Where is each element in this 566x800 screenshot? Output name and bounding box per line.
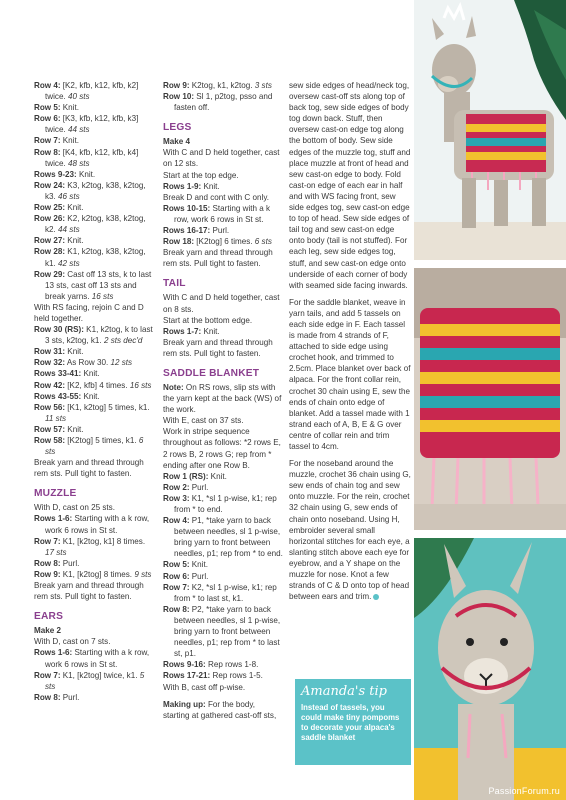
pattern-row: [34, 169, 154, 180]
col2-rows: [163, 80, 283, 113]
row-label: Rows 17-21:: [163, 671, 211, 681]
ears-heading: EARS: [34, 611, 64, 623]
row-instruction: Starting with a k row, work 6 rows in St st.: [174, 203, 271, 224]
pattern-row: [163, 203, 283, 225]
pattern-row: [163, 326, 283, 337]
pattern-row: [34, 558, 154, 569]
row-label: Row 26:: [34, 214, 66, 224]
row-stitch-count: 6 sts: [254, 237, 272, 247]
tail-heading: TAIL: [163, 278, 186, 290]
row-instruction: K2, k2tog, k38, k2tog, k2.: [45, 214, 146, 235]
row-instruction: Knit.: [208, 471, 227, 481]
photo-column: [414, 0, 566, 800]
row-instruction: Knit.: [60, 136, 79, 146]
pattern-row: [34, 147, 154, 169]
row-label: Row 6:: [34, 114, 61, 124]
pattern-row: [34, 113, 154, 135]
row-instruction: K1, [k2tog] 8 times.: [60, 569, 135, 579]
row-label: Row 7:: [34, 670, 61, 680]
row-stitch-count: 3 sts: [254, 81, 272, 90]
pattern-row: [163, 582, 283, 604]
row-instruction: Knit.: [76, 169, 96, 179]
tip-title: Amanda's tip: [301, 684, 387, 699]
row-stitch-count: 16 sts: [129, 380, 152, 390]
row-label: Row 8:: [34, 692, 61, 702]
tail-rows: [163, 326, 283, 337]
ears-make: Make 2: [34, 626, 61, 636]
row-label: Row 9:: [34, 569, 61, 579]
pattern-row: [34, 692, 154, 703]
row-instruction: P1, *take yarn to back between needles, sl 1 p-wise, bring yarn to front between needles, p1; rep from * to end.: [174, 516, 283, 559]
row-label: Row 4:: [163, 516, 190, 526]
pattern-row: [34, 536, 154, 558]
pattern-row: [34, 135, 154, 146]
makeup-intro: Making up: For the body, starting at gathered cast-off sts,: [163, 699, 277, 720]
row-label: Row 31:: [34, 347, 66, 357]
row-instruction: [K1, k2tog] 5 times, k1.: [65, 402, 150, 412]
watermark: PassionForum.ru: [488, 786, 560, 796]
row-stitch-count: 48 sts: [67, 158, 90, 168]
row-label: Row 6:: [163, 571, 190, 581]
pattern-row: [163, 181, 283, 192]
row-instruction: [K2, kfb, k12, kfb, k2] twice.: [45, 81, 139, 102]
row-instruction: K3, k2tog, k38, k2tog, k3.: [45, 180, 146, 201]
row-instruction: Purl.: [60, 558, 80, 568]
row-stitch-count: 5 sts: [45, 670, 145, 691]
row-stitch-count: 40 sts: [67, 92, 90, 102]
row-instruction: Purl.: [60, 692, 80, 702]
pattern-row: [34, 324, 154, 346]
row-instruction: K1, k2tog, k38, k2tog, k1.: [45, 247, 146, 268]
row-label: Row 7:: [34, 136, 61, 146]
row-label: Row 25:: [34, 203, 66, 213]
row-instruction: Knit.: [81, 391, 100, 401]
saddle-rows: [163, 471, 283, 682]
row-instruction: K2, *sl 1 p-wise, k1; rep from * to last st, k1.: [174, 582, 277, 603]
pattern-row: [34, 202, 154, 213]
muzzle-rows: [34, 513, 154, 580]
muzzle-end: Break yarn and thread through rem sts. Pull tight to fasten.: [34, 581, 144, 602]
row-label: Rows 1-6:: [34, 648, 73, 658]
row-instruction: Starting with a k row, work 6 rows in St st.: [45, 648, 150, 669]
tail-intro-1: With C and D held together, cast on 8 sts.: [163, 293, 280, 314]
row-label: Row 29:: [34, 269, 66, 279]
alpaca-photo-3: [414, 538, 566, 800]
row-instruction: [K2tog] 5 times, k1.: [65, 436, 139, 445]
row-label: Row 1 (RS):: [163, 471, 209, 481]
pattern-row: [163, 80, 283, 91]
legs-make: Make 4: [163, 137, 190, 147]
tail-end: Break yarn and thread through rem sts. Pull tight to fasten.: [163, 337, 273, 358]
ears-intro: With D, cast on 7 sts.: [34, 637, 111, 647]
row-instruction: [K2tog] 6 times.: [194, 237, 255, 247]
pattern-row: [163, 571, 283, 582]
legs-rows-2: [163, 203, 283, 247]
saddle-end: With B, cast off p-wise.: [163, 682, 246, 692]
row-label: Row 30 (RS):: [34, 325, 84, 335]
row-label: Row 5:: [34, 103, 61, 113]
pattern-row: [163, 515, 283, 559]
col1-rows-2: [34, 324, 154, 457]
row-label: Row 7:: [163, 582, 190, 592]
row-stitch-count: 12 sts: [110, 358, 133, 368]
pattern-row: [34, 380, 154, 391]
pattern-row: [163, 225, 283, 236]
row-instruction: [K3, kfb, k12, kfb, k3] twice.: [45, 114, 139, 135]
row-instruction: K1, *sl 1 p-wise, k1; rep from * to end.: [174, 493, 277, 514]
row-stitch-count: 46 sts: [58, 191, 80, 201]
pattern-row: [34, 435, 154, 457]
row-label: Row 8:: [34, 558, 61, 568]
row-label: Row 24:: [34, 180, 66, 190]
col1-rows: [34, 80, 154, 302]
pattern-row: [34, 647, 154, 669]
row-label: Row 8:: [163, 604, 190, 614]
row-label: Row 32:: [34, 358, 66, 368]
pattern-row: [34, 424, 154, 435]
row-label: Row 2:: [163, 482, 190, 492]
row-label: Rows 33-41:: [34, 369, 82, 379]
legs-intro-1: With C and D held together, cast on 12 sts.: [163, 148, 280, 169]
pattern-row: [34, 402, 154, 424]
row-instruction: Rep rows 1-5.: [210, 671, 263, 681]
alpaca-photo-1: [414, 0, 566, 260]
row-instruction: Purl.: [189, 571, 209, 581]
row-label: Row 56:: [34, 402, 66, 412]
makeup-paragraph-2: For the saddle blanket, weave in yarn tails, and add 5 tassels on each side edge in F. Each tassel is made from 4 strands of F, attached to side edge using crochet hook, and trimmed to 2.5cm. Place blanket over back of alpaca. For the front collar rein, crochet 30 chain using E, sew the ends of chain onto edge of blanket. Add a tassel made with 1 strand each of A, B, E & G over centre of collar rein and trim tassel to 4cm.: [289, 297, 411, 451]
row-stitch-count: 42 sts: [58, 258, 80, 268]
makeup-paragraph-1: sew side edges of head/neck tog, oversew cast-off sts along top of back tog, sew side edges of body tog down back. Stuff, then oversew cast-on edge tog along the bottom of body. Sew side edges of the muzzle tog, stuff and place muzzle at front of head and sew cast-on edge to body. Fold cast-on edge of each ear in half and with WS facing front, sew side edges tog, sew cast-on edge to top of head. Sew side edges of tail tog and sew cast-on edge onto body (tail is not stuffed). For each leg, sew side edges tog, stuff, and sew cast-on edge onto underside of each corner of body with seamed side facing inwards.: [289, 81, 411, 290]
legs-heading: LEGS: [163, 122, 192, 134]
legs-mid: Break D and cont with C only.: [163, 192, 270, 202]
row-label: Row 8:: [34, 147, 61, 157]
pattern-row: [163, 91, 283, 113]
pattern-row: [34, 569, 154, 580]
saddle-heading: SADDLE BLANKET: [163, 367, 260, 379]
row-instruction: Knit.: [201, 181, 220, 191]
row-instruction: [K4, kfb, k12, kfb, k4] twice.: [45, 147, 139, 168]
tail-intro-2: Start at the bottom edge.: [163, 315, 253, 325]
pattern-row: [34, 368, 154, 379]
row-instruction: Sl 1, p2tog, psso and fasten off.: [174, 92, 273, 113]
muzzle-heading: MUZZLE: [34, 488, 77, 500]
row-instruction: [K2, kfb] 4 times.: [65, 380, 130, 390]
row-label: Row 58:: [34, 436, 66, 445]
row-instruction: P2, *take yarn to back between needles, sl 1 p-wise, bring yarn to front between needles, p1; rep from * to last st, p1.: [174, 604, 281, 659]
pattern-row: [163, 604, 283, 659]
pattern-row: [34, 670, 154, 692]
row-instruction: Rep rows 1-8.: [205, 660, 259, 670]
pattern-row: [34, 346, 154, 357]
row-label: Rows 16-17:: [163, 226, 211, 236]
row-label: Row 3:: [163, 493, 190, 503]
saddle-note: Note: On RS rows, slip sts with the yarn kept at the back (WS) of the work.: [163, 382, 282, 415]
pattern-row: [34, 246, 154, 268]
pattern-row: [163, 482, 283, 493]
row-label: Row 10:: [163, 92, 195, 102]
pattern-row: [34, 213, 154, 235]
pattern-row: [34, 180, 154, 202]
muzzle-intro: With D, cast on 25 sts.: [34, 503, 115, 513]
legs-intro-2: Start at the top edge.: [163, 170, 239, 180]
row-instruction: Purl.: [210, 226, 230, 236]
saddle-intro-1: With E, cast on 37 sts.: [163, 416, 244, 426]
row-label: Rows 9-16:: [163, 660, 206, 670]
pattern-row: [34, 102, 154, 113]
pattern-row: [163, 659, 283, 670]
row-instruction: As Row 30.: [65, 358, 111, 368]
row-label: Rows 9-23:: [34, 169, 77, 179]
pattern-row: [34, 391, 154, 402]
ears-rows: [34, 647, 154, 702]
row-stitch-count: 44 sts: [58, 225, 80, 235]
row-stitch-count: 9 sts: [134, 569, 152, 579]
row-label: Row 18:: [163, 237, 195, 247]
alpaca-photo-2: [414, 268, 566, 530]
row-label: Rows 10-15:: [163, 203, 211, 213]
row-stitch-count: 44 sts: [67, 125, 90, 135]
pattern-row: [34, 357, 154, 368]
row-stitch-count: 11 sts: [45, 413, 66, 423]
pattern-row: [34, 235, 154, 246]
pattern-row: [163, 670, 283, 681]
row-instruction: K1, [k2tog] twice, k1.: [60, 670, 140, 680]
row-label: Row 28:: [34, 247, 66, 257]
row-instruction: K2tog, k1, k2tog.: [189, 81, 255, 90]
row-stitch-count: 16 sts: [91, 291, 114, 301]
row-label: Row 42:: [34, 380, 66, 390]
makeup-paragraph-3: For the noseband around the muzzle, crochet 36 chain using G, sew ends of chain tog and sew onto muzzle. For the rein, crochet 32 chain using G, sew ends of chain onto noseband. Using H, embroider several small horizontal stitches for each eye, a slanting stitch above each eye for eyebrow, and a Y shape on the muzzle for nose. Knot a few strands of C & D onto top of head between ears and trim.: [289, 459, 411, 602]
fasten-text: Break yarn and thread through rem sts. Pull tight to fasten.: [34, 458, 144, 479]
tip-box: [295, 679, 411, 765]
column-1: [34, 80, 154, 703]
pattern-row: [34, 269, 154, 302]
row-stitch-count: 17 sts: [45, 547, 67, 557]
rejoin-text: With RS facing, rejoin C and D held together.: [34, 302, 144, 323]
pattern-row: [34, 80, 154, 102]
column-2: [163, 80, 283, 721]
pattern-row: [163, 559, 283, 570]
tip-text: Instead of tassels, you could make tiny pompoms to decorate your alpaca's saddle blanket: [301, 703, 400, 742]
row-instruction: Cast off 13 sts, k to last 13 sts, cast off 13 sts and break yarns.: [45, 269, 152, 301]
row-instruction: Knit.: [65, 424, 84, 434]
row-label: Row 57:: [34, 424, 66, 434]
row-stitch-count: 6 sts: [45, 436, 144, 457]
row-label: Row 9:: [163, 81, 190, 90]
row-instruction: Starting with a k row, work 6 rows in St st.: [45, 514, 150, 535]
row-instruction: Knit.: [65, 236, 84, 246]
row-instruction: K1, [k2tog, k1] 8 times.: [60, 536, 146, 546]
row-label: Row 27:: [34, 236, 66, 246]
row-instruction: Knit.: [189, 560, 208, 570]
row-instruction: Knit.: [65, 203, 84, 213]
row-instruction: Knit.: [65, 347, 84, 357]
legs-end: Break yarn and thread through rem sts. Pull tight to fasten.: [163, 248, 273, 269]
column-3: [289, 80, 411, 602]
row-instruction: Purl.: [189, 482, 209, 492]
row-label: Row 5:: [163, 560, 190, 570]
row-label: Rows 1-7:: [163, 326, 202, 336]
pattern-row: [34, 513, 154, 535]
row-stitch-count: 2 sts dec'd: [103, 336, 143, 346]
row-label: Rows 1-6:: [34, 514, 73, 524]
row-label: Row 7:: [34, 536, 61, 546]
pattern-row: [163, 493, 283, 515]
row-label: Row 4:: [34, 81, 61, 90]
pattern-row: [163, 471, 283, 482]
pattern-row: [163, 236, 283, 247]
row-instruction: Knit.: [201, 326, 220, 336]
row-instruction: Knit.: [81, 369, 100, 379]
row-instruction: Knit.: [60, 103, 79, 113]
end-bullet-icon: [373, 594, 379, 600]
row-label: Rows 43-55:: [34, 391, 82, 401]
row-label: Rows 1-9:: [163, 181, 202, 191]
legs-rows: [163, 181, 283, 192]
saddle-intro-2: Work in stripe sequence throughout as follows: *2 rows E, 2 rows B, 2 rows G; rep from * ending after one Row B.: [163, 427, 281, 470]
row-instruction: K1, k2tog, k to last 3 sts, k2tog, k1.: [45, 325, 153, 346]
